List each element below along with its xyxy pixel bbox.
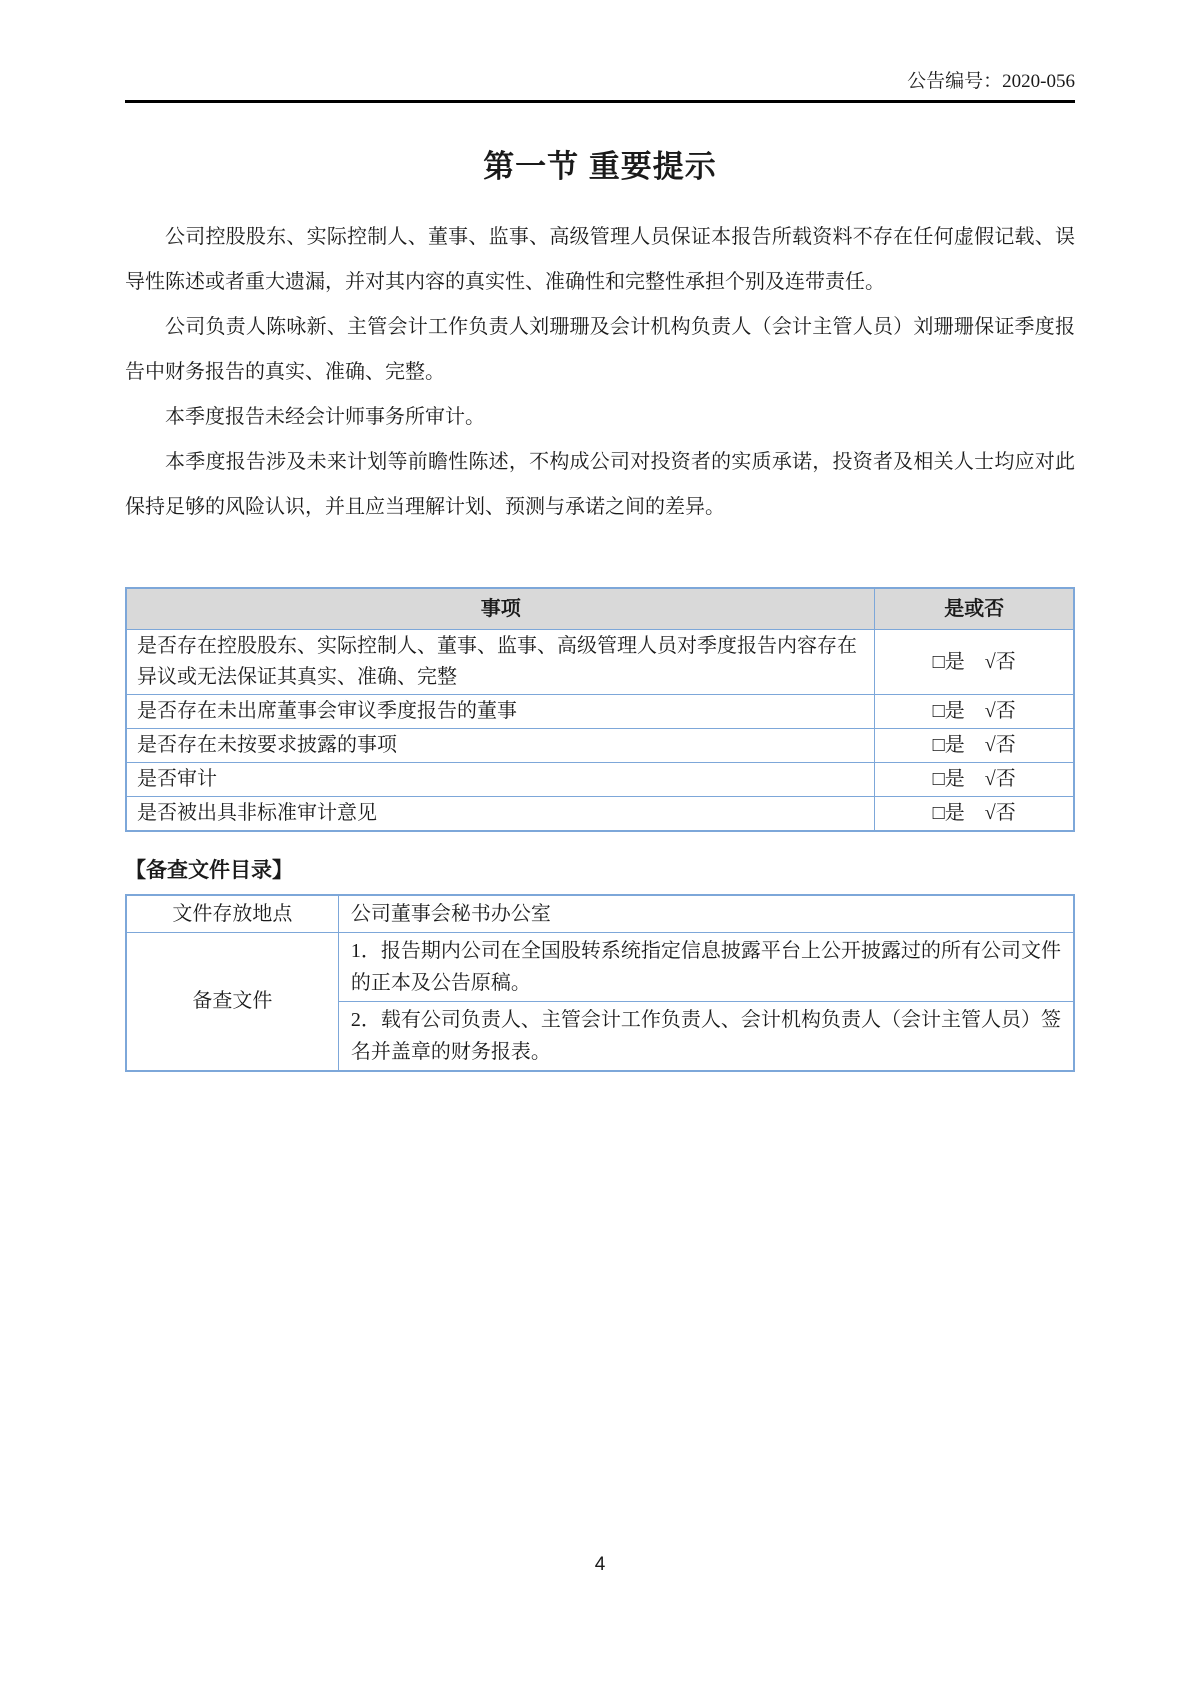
checklist-answer: □是 √否 [875,763,1074,797]
column-header-item: 事项 [126,588,875,630]
checklist-answer: □是 √否 [875,630,1074,695]
checklist-item: 是否审计 [126,763,875,797]
checklist-row [126,797,1074,832]
paragraph-guarantee: 公司控股股东、实际控制人、董事、监事、高级管理人员保证本报告所载资料不存在任何虚假记载、误导性陈述或者重大遗漏，并对其内容的真实性、准确性和完整性承担个别及连带责任。 [125,226,1075,293]
checklist-row [126,630,1074,695]
body-text [125,215,1075,530]
archive-table [125,894,1075,1072]
announcement-number: 公告编号：2020-056 [907,71,1075,92]
archive-location-value: 公司董事会秘书办公室 [338,895,1074,933]
document-header [125,0,1075,94]
header-rule [125,100,1075,103]
checklist-row [126,763,1074,797]
checklist-item: 是否被出具非标准审计意见 [126,797,875,832]
page-number: 4 [594,1554,606,1575]
checklist-row [126,695,1074,729]
paragraph-responsible-persons: 公司负责人陈咏新、主管会计工作负责人刘珊珊及会计机构负责人（会计主管人员）刘珊珊保证季度报告中财务报告的真实、准确、完整。 [125,316,1075,383]
checklist-answer: □是 √否 [875,797,1074,832]
archive-documents-label: 备查文件 [126,933,338,1072]
checklist-item: 是否存在未出席董事会审议季度报告的董事 [126,695,875,729]
checklist-table [125,587,1075,832]
checklist-header-row [126,588,1074,630]
archive-location-row [126,895,1074,933]
archive-documents-row [126,933,1074,1002]
archive-directory-heading: 【备查文件目录】 [125,859,293,882]
section-title: 第一节 重要提示 [483,149,717,184]
checklist-row [126,729,1074,763]
archive-location-label: 文件存放地点 [126,895,338,933]
checklist-answer: □是 √否 [875,695,1074,729]
column-header-yes-no: 是或否 [875,588,1074,630]
archive-document-item: 2．载有公司负责人、主管会计工作负责人、会计机构负责人（会计主管人员）签名并盖章的财务报表。 [338,1002,1074,1072]
checklist-answer: □是 √否 [875,729,1074,763]
checklist-item: 是否存在未按要求披露的事项 [126,729,875,763]
archive-document-item: 1．报告期内公司在全国股转系统指定信息披露平台上公开披露过的所有公司文件的正本及公告原稿。 [338,933,1074,1002]
checklist-item: 是否存在控股股东、实际控制人、董事、监事、高级管理人员对季度报告内容存在异议或无法保证其真实、准确、完整 [126,630,875,695]
paragraph-unaudited: 本季度报告未经会计师事务所审计。 [165,406,485,428]
paragraph-forward-looking: 本季度报告涉及未来计划等前瞻性陈述，不构成公司对投资者的实质承诺，投资者及相关人士均应对此保持足够的风险认识，并且应当理解计划、预测与承诺之间的差异。 [125,451,1075,518]
